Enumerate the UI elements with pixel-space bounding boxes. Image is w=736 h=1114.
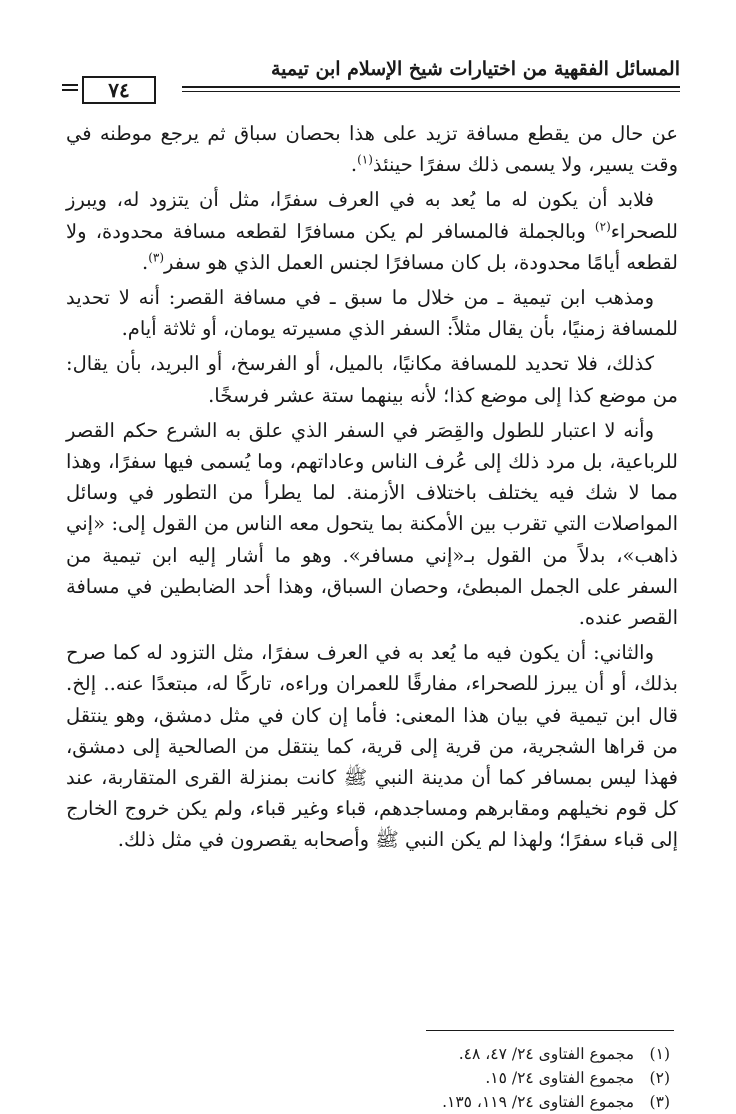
- footnote-item: [150, 1066, 670, 1090]
- footnote-separator: [426, 1030, 674, 1031]
- body-text: [66, 118, 678, 860]
- footnote-ref[interactable]: (٣): [148, 250, 165, 265]
- paragraph: عن حال من يقطع مسافة تزيد على هذا بحصان سباق ثم يرجع موطنه في وقت يسير، ولا يسمى ذلك سفرًا حينئذ$^{(١)}$.: [66, 122, 678, 177]
- header-left-rule: [62, 84, 78, 91]
- footnote-ref[interactable]: (١): [357, 152, 373, 167]
- page-header: [62, 52, 680, 102]
- footnote-item: [150, 1042, 670, 1066]
- page-number: ٧٤: [82, 76, 156, 104]
- paragraph: وأنه لا اعتبار للطول والقِصَر في السفر الذي علق به الشرع حكم القصر للرباعية، بل مرد ذلك إلى عُرف الناس وعاداتهم، وما يُسمى فيها سفرًا، وهذا مما لا شك فيه يختلف باختلاف الأزمنة. لما يطرأ من التطور في وسائل المواصلات التي تقرب بين الأمكنة بما يتحول معه الناس من القول إلى: «إني ذاهب»، بدلاً من القول بـ«إني مسافر». وهو ما أشار إليه ابن تيمية من السفر على الجمل المبطئ، وحصان السباق، وهذا أحد الضابطين في مسافة القصر عنده.: [66, 418, 678, 630]
- footnote-item: [150, 1090, 670, 1114]
- running-title: المسائل الفقهية من اختيارات شيخ الإسلام ابن تيمية: [270, 58, 680, 80]
- footnote-number: (٣): [649, 1093, 670, 1111]
- paragraph: كذلك، فلا تحديد للمسافة مكانيًا، بالميل، أو الفرسخ، أو البريد، بأن يقال: من موضع كذا إلى موضع كذا؛ لأنه بينهما ستة عشر فرسخًا.: [66, 352, 678, 407]
- paragraph: والثاني: أن يكون فيه ما يُعد به في العرف سفرًا، مثل التزود له كما صرح بذلك، أو أن يبرز للصحراء، مفارقًا للعمران وراءه، تاركًا له، مبتعدًا عنه.. إلخ. قال ابن تيمية في بيان هذا المعنى: فأما إن كان في مثل دمشق، وهو ينتقل من قراها الشجرية، من قرية إلى قرية، كما ينتقل من الصالحية إلى دمشق، فهذا ليس بمسافر كما أن مدينة النبي ﷺ كانت بمنزلة القرى المتقاربة، عند كل قوم نخيلهم ومقابرهم ومساجدهم، قباء وغير قباء، ولم يكن خروج الخارج إلى قباء سفرًا؛ ولهذا لم يكن النبي ﷺ وأصحابه يقصرون في مثل ذلك.: [66, 641, 678, 852]
- header-rule: [182, 86, 680, 92]
- footnote-text: مجموع الفتاوى ٢٤/ ١١٩، ١٣٥.: [442, 1093, 634, 1111]
- footnote-text: مجموع الفتاوى ٢٤/ ١٥.: [485, 1069, 634, 1087]
- footnotes: [150, 1042, 670, 1114]
- footnote-number: (٢): [649, 1069, 670, 1087]
- footnote-number: (١): [649, 1045, 670, 1063]
- paragraph: ومذهب ابن تيمية ـ من خلال ما سبق ـ في مسافة القصر: أنه لا تحديد للمسافة زمنيًا، بأن يقال مثلاً: السفر الذي مسيرته يومان، أو ثلاثة أيام.: [66, 286, 678, 341]
- footnote-ref[interactable]: (٢): [594, 219, 611, 234]
- footnote-text: مجموع الفتاوى ٢٤/ ٤٧، ٤٨.: [458, 1045, 634, 1063]
- paragraph: فلابد أن يكون له ما يُعد به في العرف سفرًا، مثل أن يتزود له، ويبرز للصحراء$^{(٢)}$ وبالجملة فالمسافر لم يكن مسافرًا لقطعه مسافة محدودة، ولا لقطعه أيامًا محدودة، بل كان مسافرًا لجنس العمل الذي هو سفر$^{(٣)}$.: [66, 188, 678, 274]
